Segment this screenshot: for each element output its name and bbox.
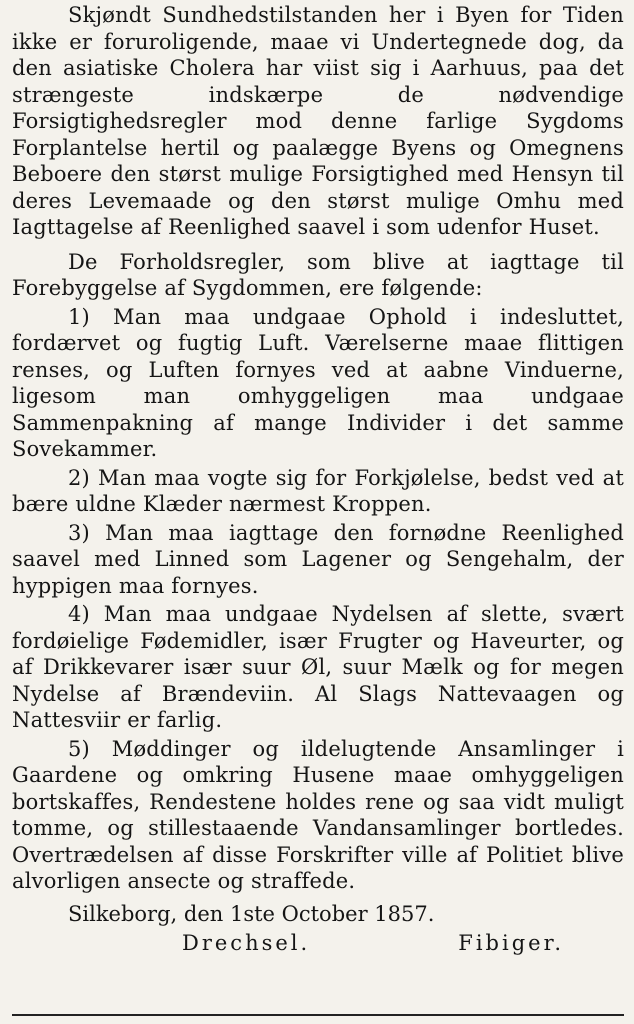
signature-drechsel: Drechsel. — [182, 930, 311, 955]
rule-4: 4) Man maa undgaae Nydelsen af slette, svært fordøielige Fødemidler, især Frugter og Haveurter, og af Drikkevarer især suur Øl, suur Mælk og for megen Nydelse af Brændeviin. Al Slags Nattevaagen og Nattesviir er farlig. — [12, 602, 624, 732]
rule-3: 3) Man maa iagttage den fornødne Reenlighed saavel med Linned som Lagener og Sengehalm, der hyppigen maa fornyes. — [12, 520, 624, 598]
rules-heading: De Forholdsregler, som blive at iagttage til Forebyggelse af Sygdommen, ere følgende: — [12, 249, 624, 300]
bottom-rule — [12, 1014, 624, 1016]
notice-page — [12, 2, 624, 1018]
rule-2: 2) Man maa vogte sig for Forkjølelse, bedst ved at bære uldne Klæder nærmest Kroppen. — [12, 465, 624, 516]
rule-1: 1) Man maa undgaae Ophold i indesluttet, fordærvet og fugtig Luft. Værelserne maae flittigen renses, og Luften fornyes ved at aabne Vinduerne, ligesom man omhyggeligen maa undgaae Sammenpakning af mange Individer i det samme Sovekammer. — [12, 304, 624, 461]
signature-block — [12, 930, 624, 957]
place-date: Silkeborg, den 1ste October 1857. — [68, 901, 435, 926]
signature-fibiger: Fibiger. — [458, 930, 564, 955]
rule-5: 5) Møddinger og ildelugtende Ansamlinger i Gaardene og omkring Husene maae omhyggeligen bortskaffes, Rendestene holdes rene og saa vidt muligt tomme, og stillestaaende Vandansamlinger bortledes. Overtrædelsen af disse Forskrifter ville af Politiet blive alvorligen ansecte og straffede. — [12, 736, 624, 893]
intro-paragraph: Skjøndt Sundhedstilstanden her i Byen for Tiden ikke er foruroligende, maae vi Undertegnede dog, da den asiatiske Cholera har viist sig i Aarhuus, paa det strængeste indskærpe de nødvendige Forsigtighedsregler mod denne farlige Sygdoms Forplantelse hertil og paalægge Byens og Omegnens Beboere den størst mulige Forsigtighed med Hensyn til deres Levemaade og den størst mulige Omhu med Iagttagelse af Reenlighed saavel i som udenfor Huset. — [12, 3, 624, 239]
